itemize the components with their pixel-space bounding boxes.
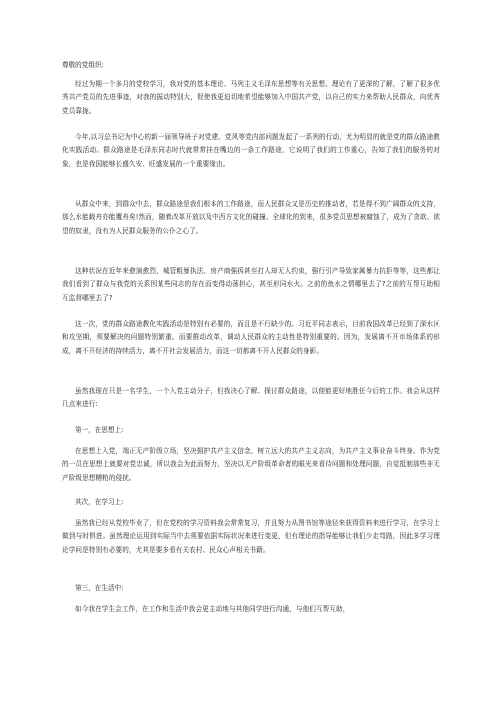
heading-study: 其次，在学习上: xyxy=(75,498,124,506)
paragraph-8: 虽然我已经从党校毕业了，但在党校的学习资料我会常常复习，并且努力从图书馆等途径来获得资料来进行学习，在学习上做到与时俱进。虽然理论运用到实际当中去须要依据实际状况来进行变更，但有理论的指导能够让我们少走弯路，因此多学习理论学问是特别有必要的，尤其是要多看有关农村、民众心声相关书籍。 xyxy=(62,519,440,554)
paragraph-7: 在思想上入党，端正无产阶级立场，坚决拥护共产主义信念，树立远大的共产主义志向，为共产主义事业奋斗终身。作为党的一员在思想上就要对党忠诚，所以我会为此而努力，坚决以无产阶级革命者的眼光来看待问题和处理问题，自觉抵制那些非无产阶级思想糟粕的侵扰。 xyxy=(62,447,440,482)
heading-life: 第三，在生活中: xyxy=(75,584,124,592)
paragraph-9: 如今我在学生会工作，在工作和生活中我会更主动地与其他同学进行沟通，与他们互帮互助， xyxy=(75,605,350,613)
heading-ideology: 第一，在思想上: xyxy=(75,426,124,434)
paragraph-6: 虽然我现在只是一名学生，一个入党主动分子，但我决心了解、探讨群众路途，以便能更好地胜任今后的工作。我会从这样几点来进行: xyxy=(62,387,440,409)
paragraph-4: 这种状况在近年来愈演愈烈，城管粗暴执法、房产商强拆甚至打人却无人约束，强行引产导致家属暴力抗拒等等，这些都让我们看到了群众与我党的关系因某些同志的存在而变得动荡担心，甚至形同水火。之前的鱼水之情哪里去了?之前的互帮互助相互监督哪里去了? xyxy=(62,267,440,302)
paragraph-2: 今年,以习总书记为中心的新一届领导班子对党建、党风等党内部问题发起了一系列的行动，尤为明显的就是党的群众路途教化实践活动。群众路途是毛泽东同志时代就常常挂在嘴边的一条工作路途，它说明了我们的工作重心，告知了我们的服务的对象，也是我国能够长盛久安、旺盛发展的一个重要缘由。 xyxy=(62,133,440,168)
paragraph-5: 这一次，党的群众路途教化实践活动是特别有必要的，而且是不行缺少的。习近平同志表示，目前我国改革已经到了深水区和攻坚期，须要解决的问题特别繁重。而要推动改革，调动人民群众的主动性是特别重要的。因为，发展离不开市场体系的形成，离不开经济的持续活力，离不开社会发展活力，而这一切都离不开人民群众的身影。 xyxy=(62,320,440,355)
paragraph-1: 经过为期一个多月的党校学习，我对党的基本理论、马列主义毛泽东思想等有关思想、理论有了更深的了解，了解了很多优秀共产党员的先进事迹，对我的振动特别大，促使我更迫切地希望能够加入中国共产党，以自己的实力来帮助人民群众，向优秀党员靠拢。 xyxy=(62,80,440,115)
salutation: 尊敬的党组织: xyxy=(62,61,104,69)
paragraph-3: 从群众中来，到群众中去，群众路途是我们根本的工作路途，而人民群众又是历史的推动者，若是得不到广阔群众的支持，那么水能载舟亦能覆舟矣!然而，随着改革开放以及中西方文化的碰撞、全球化的到来，很多党员思想被腐蚀了，成为了贪欲、欲望的奴隶，没有为人民群众服务的公仆之心了。 xyxy=(62,200,440,235)
